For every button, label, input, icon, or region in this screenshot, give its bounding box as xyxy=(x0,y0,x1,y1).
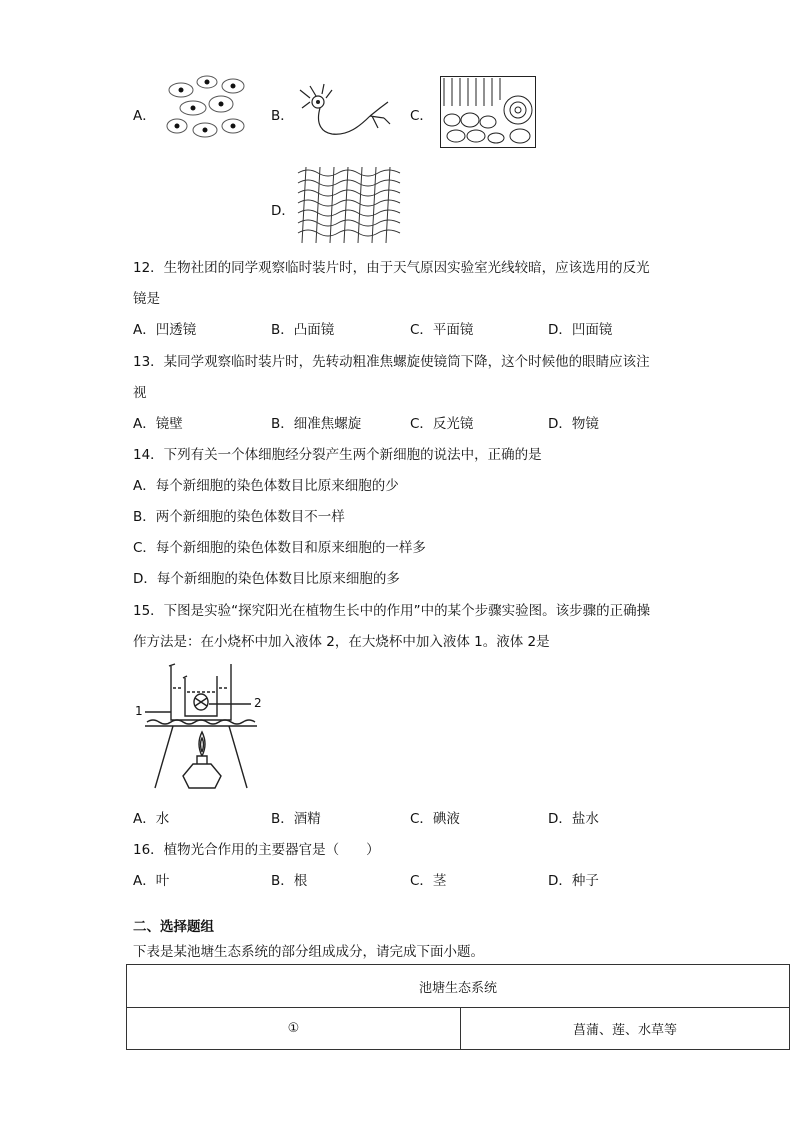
pond-ecosystem-table xyxy=(126,964,790,1050)
q13-option-b[interactable]: B．细准焦螺旋 xyxy=(271,416,362,432)
q13-stem-line2: 视 xyxy=(133,385,147,401)
table-cell-component: ① xyxy=(127,1008,461,1050)
water-bath-apparatus-figure xyxy=(133,660,273,792)
animal-cells-figure xyxy=(163,72,251,144)
q13-option-a[interactable]: A．镜壁 xyxy=(133,416,183,432)
q15-option-b[interactable]: B．酒精 xyxy=(271,811,321,827)
q16-option-c[interactable]: C．茎 xyxy=(410,873,447,889)
q13-stem-line1: 13．某同学观察临时装片时，先转动粗准焦螺旋使镜筒下降，这个时候他的眼睛应该注 xyxy=(133,354,650,370)
q11-option-d-label: D． xyxy=(271,203,295,219)
q15-option-d[interactable]: D．盐水 xyxy=(548,811,599,827)
q14-option-a[interactable]: A．每个新细胞的染色体数目比原来细胞的少 xyxy=(133,478,399,494)
label-liquid-2: 2 xyxy=(254,696,262,710)
q11-option-c-label: C． xyxy=(410,108,433,124)
q12-option-d[interactable]: D．凹面镜 xyxy=(548,322,613,338)
section-intro: 下表是某池塘生态系统的部分组成成分，请完成下面小题。 xyxy=(133,944,484,960)
plant-tissue-figure xyxy=(440,76,536,148)
q11-option-a-label: A． xyxy=(133,108,156,124)
q11-option-b-label: B． xyxy=(271,108,294,124)
q12-option-b[interactable]: B．凸面镜 xyxy=(271,322,335,338)
label-liquid-1: 1 xyxy=(135,704,143,718)
q14-option-b[interactable]: B．两个新细胞的染色体数目不一样 xyxy=(133,509,345,525)
q16-option-b[interactable]: B．根 xyxy=(271,873,308,889)
q13-option-d[interactable]: D．物镜 xyxy=(548,416,599,432)
q12-stem-line1: 12．生物社团的同学观察临时装片时，由于天气原因实验室光线较暗，应该选用的反光 xyxy=(133,260,650,276)
q14-stem: 14．下列有关一个体细胞经分裂产生两个新细胞的说法中，正确的是 xyxy=(133,447,542,463)
section-heading: 二、选择题组 xyxy=(133,919,214,935)
q13-option-c[interactable]: C．反光镜 xyxy=(410,416,474,432)
q15-option-c[interactable]: C．碘液 xyxy=(410,811,460,827)
q15-stem-line2: 作方法是：在小烧杯中加入液体 2，在大烧杯中加入液体 1。液体 2是 xyxy=(133,634,550,650)
q15-option-a[interactable]: A．水 xyxy=(133,811,170,827)
q12-option-a[interactable]: A．凹透镜 xyxy=(133,322,197,338)
epidermis-cells-figure xyxy=(296,165,406,245)
table-row xyxy=(127,1008,790,1050)
q16-stem: 16．植物光合作用的主要器官是（ ） xyxy=(133,842,380,858)
table-cell-organisms: 菖蒲、莲、水草等 xyxy=(461,1008,790,1050)
q16-option-d[interactable]: D．种子 xyxy=(548,873,599,889)
q12-stem-line2: 镜是 xyxy=(133,291,160,307)
q14-option-d[interactable]: D．每个新细胞的染色体数目比原来细胞的多 xyxy=(133,571,400,587)
neuron-figure xyxy=(296,80,392,144)
table-title: 池塘生态系统 xyxy=(127,965,790,1008)
q16-option-a[interactable]: A．叶 xyxy=(133,873,170,889)
q12-option-c[interactable]: C．平面镜 xyxy=(410,322,474,338)
q14-option-c[interactable]: C．每个新细胞的染色体数目和原来细胞的一样多 xyxy=(133,540,426,556)
q15-stem-line1: 15．下图是实验“探究阳光在植物生长中的作用”中的某个步骤实验图。该步骤的正确操 xyxy=(133,603,651,619)
